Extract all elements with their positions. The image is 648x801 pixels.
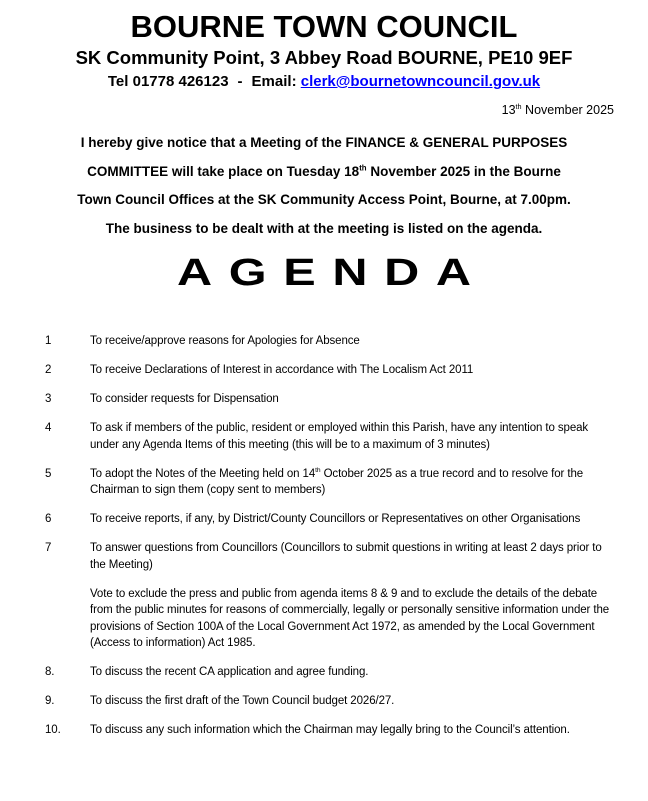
date-day: 13	[501, 103, 516, 117]
item-number: 6	[45, 513, 52, 525]
item-text: To consider requests for Dispensation	[90, 393, 279, 405]
email-label: Email:	[251, 73, 297, 90]
date-line	[0, 103, 648, 117]
contact-line	[0, 73, 648, 91]
date-rest: November 2025	[521, 103, 614, 117]
date-ordinal-suffix: th	[515, 101, 522, 111]
email-link[interactable]: clerk@bournetowncouncil.gov.uk	[300, 73, 541, 90]
notice-line-4: The business to be dealt with at the meeting is listed on the agenda.	[105, 220, 543, 236]
address-line: SK Community Point, 3 Abbey Road BOURNE, PE10 9EF	[75, 47, 573, 68]
item-number: 9.	[45, 695, 55, 707]
item-number: 8.	[45, 666, 55, 678]
page-title: BOURNE TOWN COUNCIL	[130, 9, 518, 44]
item-text: To receive Declarations of Interest in accordance with The Localism Act 2011	[90, 364, 474, 376]
item-text: To discuss the recent CA application and agree funding.	[90, 666, 369, 678]
exclusion-paragraph-text: Vote to exclude the press and public from agenda items 8 & 9 and to exclude the details of the debate from the public minutes for reasons of commercially, legally or personally sensitive information under the provisions of Section 100A of the Local Government Act 1972, as amended by the Local Government (Access to information) Act 1985.	[90, 587, 610, 649]
notice-paragraph	[0, 129, 648, 243]
item-text-pre: To adopt the Notes of the Meeting held on 14	[90, 467, 316, 480]
item-number: 4	[45, 422, 52, 434]
item-text-post: October 2025 as a true record and to resolve for the Chairman to sign them (copy sent to members)	[90, 467, 584, 496]
notice-line-3: Town Council Offices at the SK Community Access Point, Bourne, at 7.00pm.	[77, 192, 571, 207]
tel-label: Tel 01778 426123	[107, 73, 229, 90]
item-text: To discuss the first draft of the Town Council budget 2026/27.	[90, 695, 395, 707]
item-text	[90, 466, 620, 499]
notice-line-2-text: COMMITTEE will take place on Tuesday 18	[87, 163, 360, 179]
exclusion-paragraph	[45, 586, 620, 652]
item-ordinal-suffix: th	[315, 466, 321, 474]
item-text: To ask if members of the public, resident or employed within this Parish, have any intention to speak under any Agenda Items of this meeting (this will be to a maximum of 3 minutes)	[90, 422, 589, 451]
item-number: 7	[45, 542, 52, 554]
item-number: 10.	[45, 724, 61, 736]
agenda-item-1	[45, 333, 620, 350]
notice-ordinal-suffix: th	[359, 163, 367, 172]
notice-line-2-text-cont: November 2025 in the Bourne	[366, 163, 561, 179]
agenda-item-10	[45, 722, 620, 739]
agenda-item-6	[45, 511, 620, 528]
separator-dash: -	[237, 73, 243, 90]
item-text: To discuss any such information which the Chairman may legally bring to the Council’s attention.	[90, 724, 570, 736]
agenda-list	[0, 333, 648, 739]
notice-line-2	[0, 158, 648, 187]
agenda-heading: AGENDA	[177, 252, 488, 294]
agenda-item-5	[45, 466, 620, 499]
agenda-item-9	[45, 693, 620, 710]
agenda-item-8	[45, 664, 620, 681]
item-number: 3	[45, 393, 52, 405]
item-text: To answer questions from Councillors (Councillors to submit questions in writing at least 2 days prior to the Meeting)	[90, 542, 602, 571]
agenda-item-7	[45, 540, 620, 573]
item-number: 2	[45, 364, 52, 376]
agenda-item-4	[45, 420, 620, 453]
notice-line-1: I hereby give notice that a Meeting of the FINANCE & GENERAL PURPOSES	[80, 135, 568, 150]
item-number: 1	[45, 335, 52, 347]
item-text: To receive/approve reasons for Apologies for Absence	[90, 335, 360, 347]
item-number: 5	[45, 467, 52, 480]
document-header	[0, 10, 648, 91]
agenda-item-2	[45, 362, 620, 379]
item-text: To receive reports, if any, by District/County Councillors or Representatives on other Organisations	[90, 513, 581, 525]
agenda-item-3	[45, 391, 620, 408]
